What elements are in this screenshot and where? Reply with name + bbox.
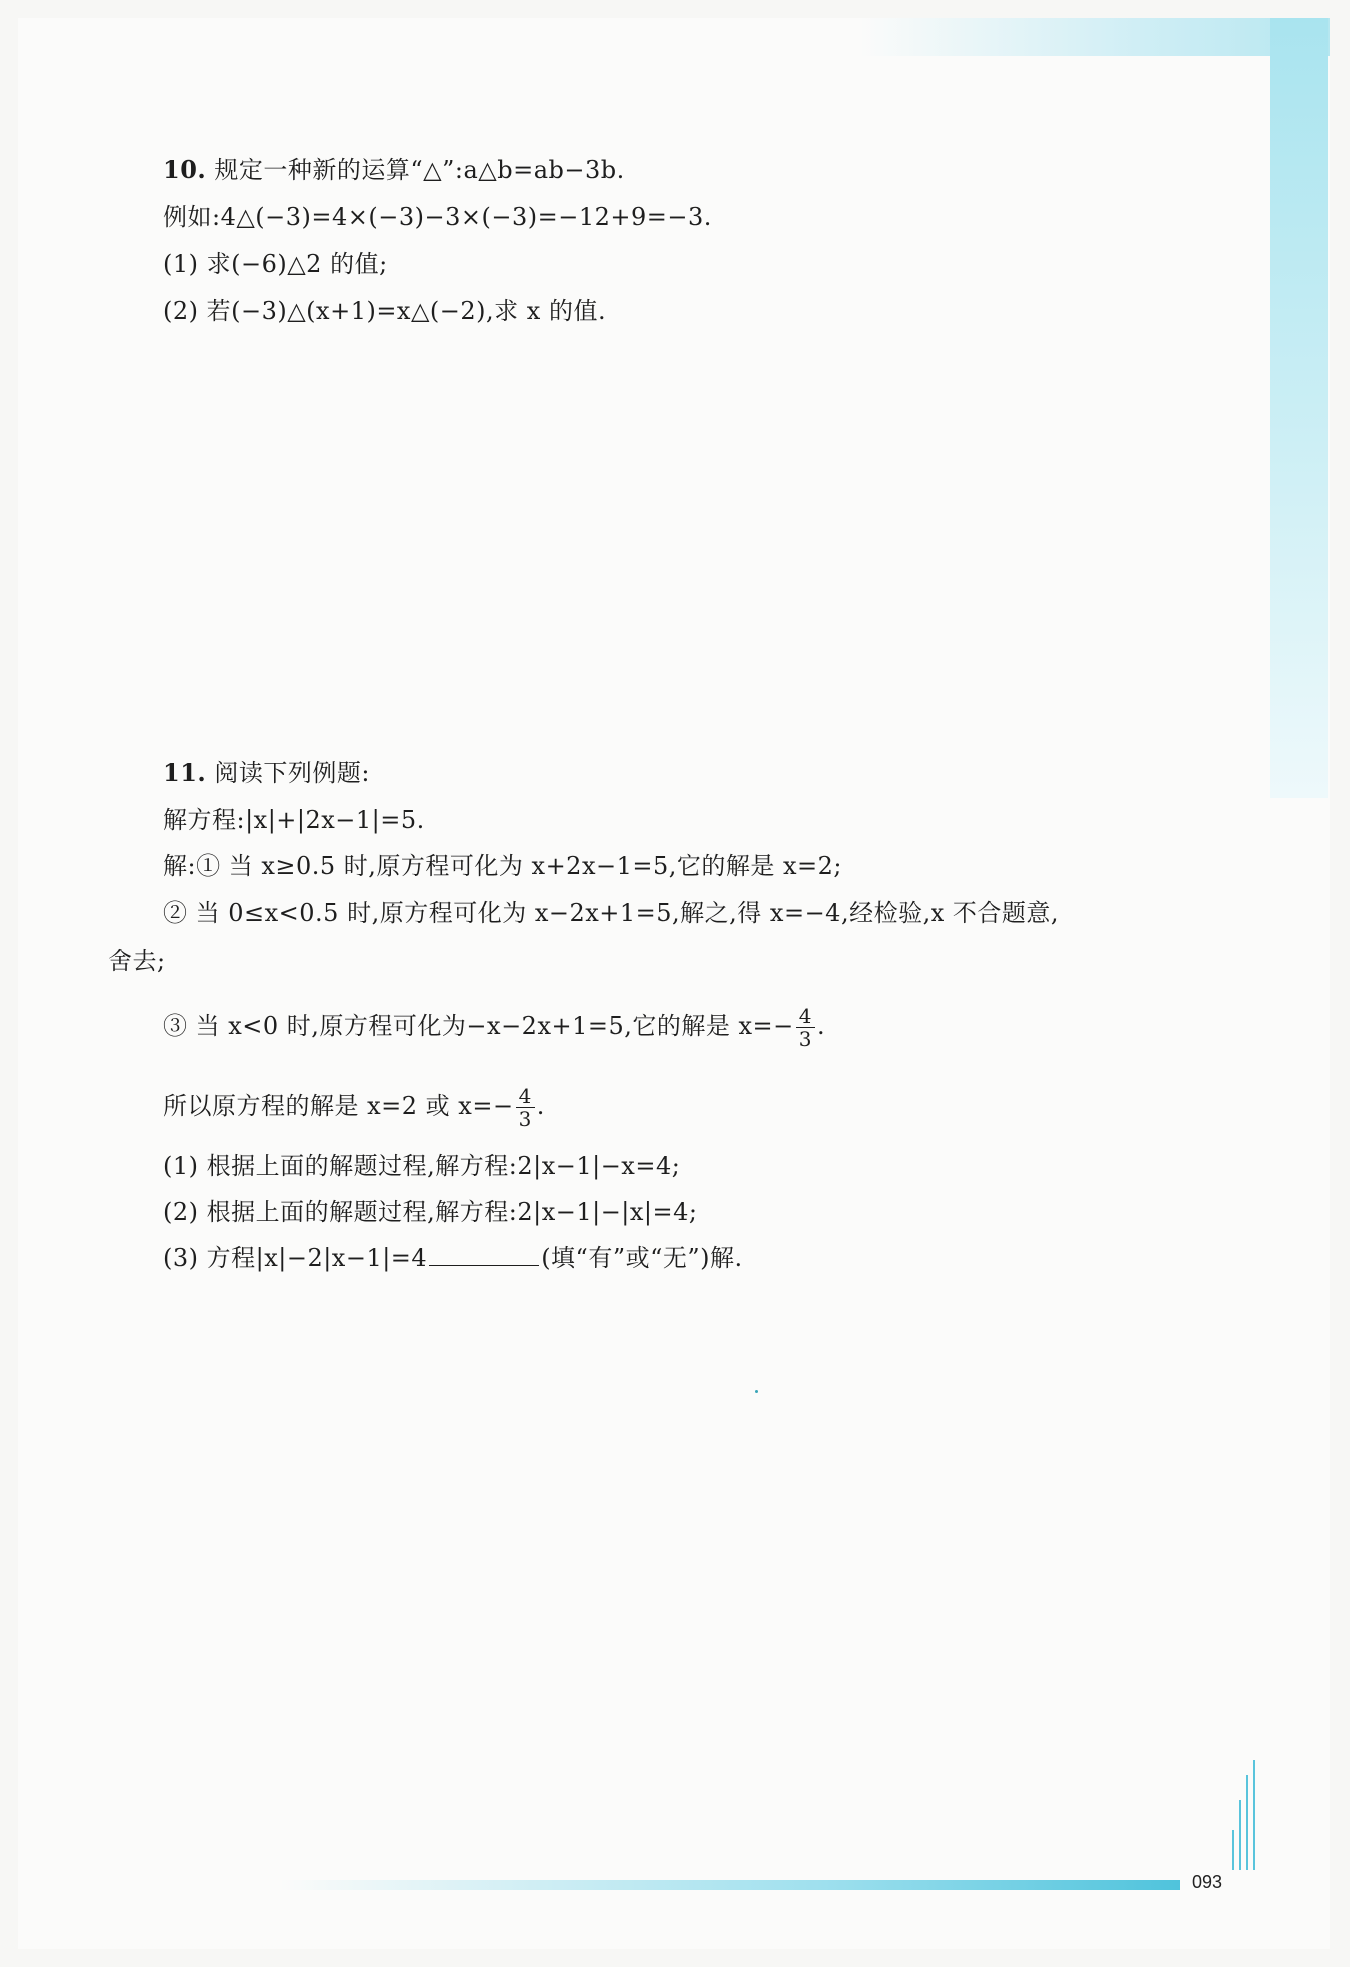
q11-case3-fraction (796, 1005, 815, 1050)
q10-title (163, 154, 625, 186)
right-decorative-band (1270, 18, 1328, 798)
q10-title-text: 规定一种新的运算“△”:a△b=ab−3b. (214, 156, 625, 184)
corner-decoration (1232, 1760, 1262, 1870)
fraction-denominator: 3 (798, 1027, 812, 1051)
q11-solution-case2-continued: 舍去; (108, 947, 166, 975)
q10-part1: (1) 求(−6)△2 的值; (163, 250, 388, 278)
q10-example: 例如:4△(−3)=4×(−3)−3×(−3)=−12+9=−3. (163, 203, 712, 231)
q10-part2: (2) 若(−3)△(x+1)=x△(−2),求 x 的值. (163, 297, 607, 325)
fraction-denominator: 3 (518, 1107, 532, 1131)
q11-solution-case2: ② 当 0≤x<0.5 时,原方程可化为 x−2x+1=5,解之,得 x=−4,经检验,x 不合题意, (163, 899, 1060, 927)
q11-part1: (1) 根据上面的解题过程,解方程:2|x−1|−x=4; (163, 1152, 681, 1180)
page-number: 093 (1192, 1872, 1223, 1892)
q11-part3-suffix: (填“有”或“无”)解. (541, 1244, 743, 1272)
q11-solution-case3: ③ 当 x<0 时,原方程可化为−x−2x+1=5,它的解是 x=− $\frac{4}{3}$ . (163, 1004, 826, 1051)
q11-title-text: 阅读下列例题: (214, 759, 370, 787)
q10-number: 10. (163, 155, 207, 184)
q11-conclusion-text: 所以原方程的解是 x=2 或 x=− (163, 1092, 514, 1120)
answer-blank[interactable] (429, 1243, 539, 1266)
q11-equation: 解方程:|x|+|2x−1|=5. (163, 806, 425, 834)
q11-conclusion-fraction (516, 1085, 535, 1130)
top-decorative-band (860, 18, 1330, 56)
q11-part2: (2) 根据上面的解题过程,解方程:2|x−1|−|x|=4; (163, 1198, 698, 1226)
fraction-numerator: 4 (796, 1005, 815, 1028)
q11-part3 (163, 1242, 743, 1274)
q11-case3-text: ③ 当 x<0 时,原方程可化为−x−2x+1=5,它的解是 x=− (163, 1012, 794, 1040)
q11-title (163, 757, 370, 789)
fraction-numerator: 4 (516, 1085, 535, 1108)
bottom-decorative-band (280, 1880, 1180, 1890)
q11-solution-case1: 解:① 当 x≥0.5 时,原方程可化为 x+2x−1=5,它的解是 x=2; (163, 852, 843, 880)
q11-number: 11. (163, 758, 207, 787)
decorative-dot (755, 1390, 758, 1393)
q11-part3-text: (3) 方程|x|−2|x−1|=4 (163, 1244, 428, 1272)
q11-conclusion: 所以原方程的解是 x=2 或 x=− $\frac{4}{3}$ . (163, 1084, 545, 1131)
